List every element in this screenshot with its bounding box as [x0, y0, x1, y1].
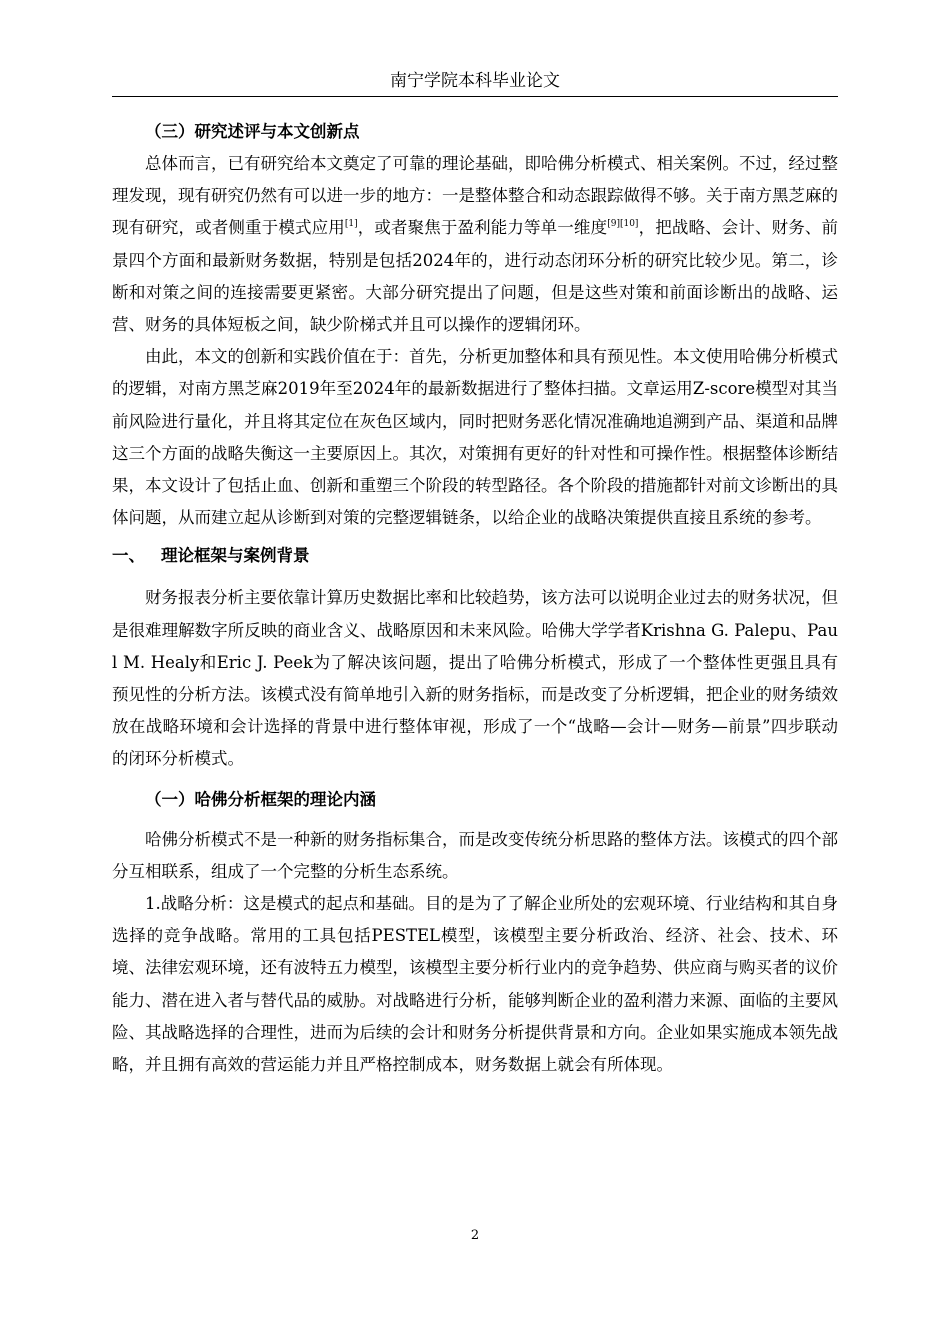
paragraph-research-review-1	[112, 148, 838, 341]
paragraph-text: ，或者聚焦于盈利能力等单一维度	[357, 218, 608, 238]
paragraph-strategy-analysis: 1.战略分析：这是模式的起点和基础。目的是为了了解企业所处的宏观环境、行业结构和其自身选择的竞争战略。常用的工具包括PESTEL模型，该模型主要分析政治、经济、社会、技术、环境、法律宏观环境，还有波特五力模型，该模型主要分析行业内的竞争趋势、供应商与购买者的议价能力、潜在进入者与替代品的威胁。对战略进行分析，能够判断企业的盈利潜力来源、面临的主要风险、其战略选择的合理性，进而为后续的会计和财务分析提供背景和方向。企业如果实施成本领先战略，并且拥有高效的营运能力并且严格控制成本，财务数据上就会有所体现。	[112, 894, 838, 1075]
header-rule	[112, 96, 838, 97]
chapter-title: 理论框架与案例背景	[161, 546, 310, 566]
page-number: 2	[470, 1228, 480, 1243]
page-body	[112, 116, 838, 1081]
running-header: 南宁学院本科毕业论文	[390, 71, 560, 91]
paragraph-framework-intro: 财务报表分析主要依靠计算历史数据比率和比较趋势，该方法可以说明企业过去的财务状况，但是很难理解数字所反映的商业含义、战略原因和未来风险。哈佛大学学者Krishna G. Palepu、Paul M. Healy和Eric J. Peek为了解决该问题，提出了哈佛分析模式，形成了一个整体性更强且具有预见性的分析方法。该模式没有简单地引入新的财务指标，而是改变了分析逻辑，把企业的财务绩效放在战略环境和会计选择的背景中进行整体审视，形成了一个“战略—会计—财务—前景”四步联动的闭环分析模式。	[112, 588, 838, 769]
citation-ref[interactable]: [1]	[344, 219, 358, 230]
paragraph-text: 总体而言，已有研究给本文奠定了可靠的理论基础，即哈佛分析模式、相关案例。不过，经过整理发现，现有研究仍然有可以进一步的地方：一是整体整合和动态跟踪做得不够。关于南方黑芝麻的现有研究，或者侧重于模式应用	[112, 154, 838, 238]
citation-ref[interactable]: [9][10]	[607, 219, 639, 230]
chapter-number: 一、	[112, 546, 145, 566]
paragraph-text: ，把战略、会计、财务、前景四个方面和最新财务数据，特别是包括2024年的，进行动态闭环分析的研究比较少见。第二，诊断和对策之间的连接需要更紧密。大部分研究提出了问题，但是这些对策和前面诊断出的战略、运营、财务的具体短板之间，缺少阶梯式并且可以操作的逻辑闭环。	[112, 218, 839, 335]
section-heading-harvard-framework: （一）哈佛分析框架的理论内涵	[145, 789, 376, 809]
paragraph-innovation: 由此，本文的创新和实践价值在于：首先，分析更加整体和具有预见性。本文使用哈佛分析模式的逻辑，对南方黑芝麻2019年至2024年的最新数据进行了整体扫描。文章运用Z-score模型对其当前风险进行量化，并且将其定位在灰色区域内，同时把财务恶化情况准确地追溯到产品、渠道和品牌这三个方面的战略失衡这一主要原因上。其次，对策拥有更好的针对性和可操作性。根据整体诊断结果，本文设计了包括止血、创新和重塑三个阶段的转型路径。各个阶段的措施都针对前文诊断出的具体问题，从而建立起从诊断到对策的完整逻辑链条，以给企业的战略决策提供直接且系统的参考。	[112, 347, 838, 528]
section-heading-research-review: （三）研究述评与本文创新点	[145, 122, 360, 141]
paragraph-framework-overview: 哈佛分析模式不是一种新的财务指标集合，而是改变传统分析思路的整体方法。该模式的四个部分互相联系，组成了一个完整的分析生态系统。	[112, 829, 838, 881]
chapter-heading	[112, 540, 838, 572]
